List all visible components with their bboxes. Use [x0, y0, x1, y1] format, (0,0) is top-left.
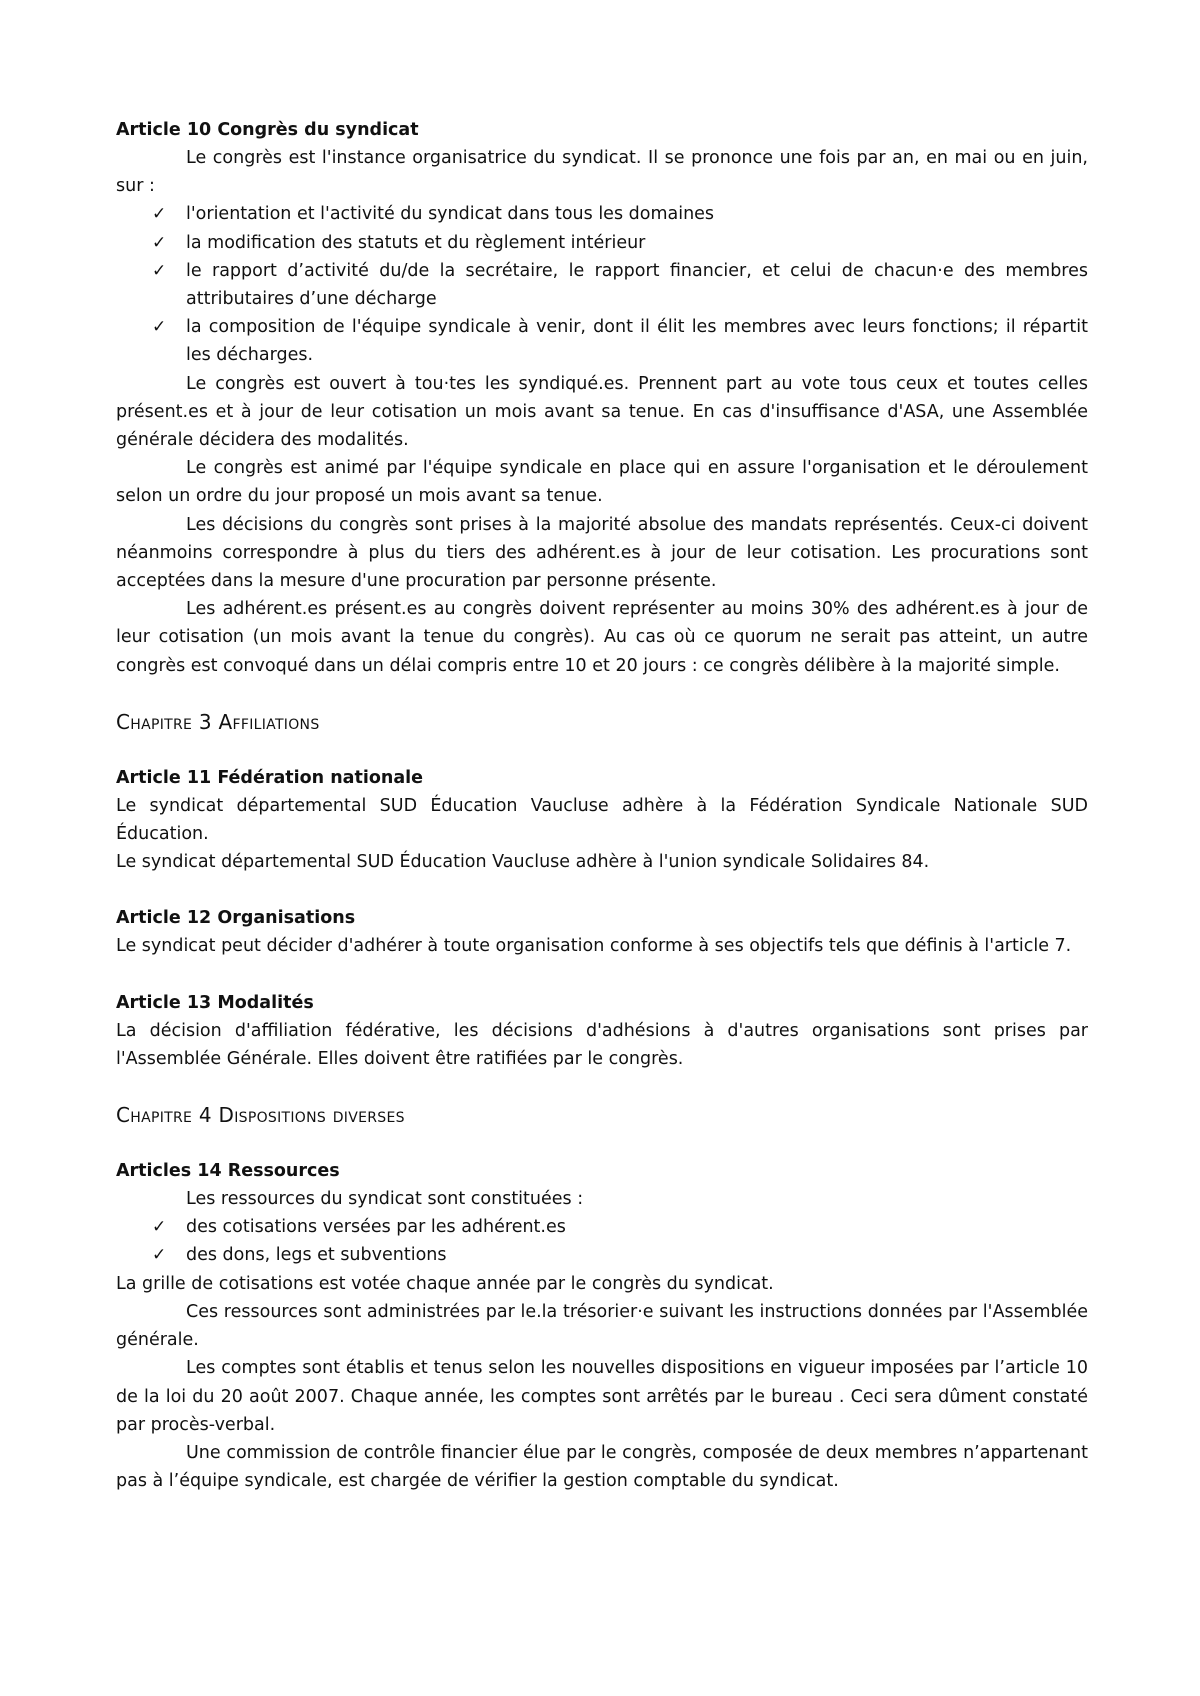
chapter-4-heading: Chapitre 4 Dispositions diverses: [116, 1103, 405, 1128]
article-10-intro: Le congrès est l'instance organisatrice du syndicat. Il se prononce une fois par an, en mai ou en juin, sur :: [116, 148, 1088, 197]
article-12-paragraph: Le syndicat peut décider d'adhérer à toute organisation conforme à ses objectifs tels que définis à l'article 7.: [116, 936, 1072, 957]
article-14-paragraph: Ces ressources sont administrées par le.la trésorier·e suivant les instructions données par l'Assemblée générale.: [116, 1301, 1088, 1351]
list-item: ✓ la modification des statuts et du règlement intérieur: [116, 229, 1088, 257]
article-10-title: Article 10 Congrès du syndicat: [116, 120, 419, 140]
article-10-list: [116, 200, 1088, 369]
article-10-paragraph: Le congrès est ouvert à tou·tes les syndiqué.es. Prennent part au vote tous ceux et toutes celles présent.es et à jour de leur cotisation un mois avant sa tenue. En cas d'insuffisance d'ASA, une Assemblée générale décidera des modalités.: [116, 373, 1088, 451]
article-14-paragraph: Une commission de contrôle financier élue par le congrès, composée de deux membres n’appartenant pas à l’équipe syndicale, est chargée de vérifier la gestion comptable du syndicat.: [116, 1442, 1088, 1492]
article-13: [116, 989, 1088, 1073]
spacer: [116, 876, 1088, 904]
article-14-paragraph: La grille de cotisations est votée chaque année par le congrès du syndicat.: [116, 1273, 774, 1294]
article-10-paragraph: Les adhérent.es présent.es au congrès doivent représenter au moins 30% des adhérent.es à jour de leur cotisation (un mois avant la tenue du congrès). Au cas où ce quorum ne serait pas atteint, un autre congrès est convoqué dans un délai compris entre 10 et 20 jours : ce congrès délibère à la majorité simple.: [116, 599, 1088, 676]
article-10: [116, 116, 1088, 680]
article-11-paragraph: Le syndicat départemental SUD Éducation Vaucluse adhère à l'union syndicale Solidaires 84.: [116, 852, 930, 873]
article-14-title: Articles 14 Ressources: [116, 1161, 340, 1182]
article-13-title: Article 13 Modalités: [116, 992, 314, 1013]
article-11: [116, 764, 1088, 877]
check-icon: ✓: [152, 1245, 167, 1266]
check-icon: ✓: [152, 232, 167, 253]
check-icon: ✓: [152, 1217, 167, 1238]
article-14-list: [116, 1213, 1088, 1269]
check-icon: ✓: [152, 204, 167, 225]
article-10-paragraph: Les décisions du congrès sont prises à la majorité absolue des mandats représentés. Ceux-ci doivent néanmoins correspondre à plus du tiers des adhérent.es à jour de leur cotisation. Les procurations sont acceptées dans la mesure d'une procuration par personne présente.: [116, 514, 1088, 592]
list-item: ✓ des cotisations versées par les adhérent.es: [116, 1213, 1088, 1241]
article-12-title: Article 12 Organisations: [116, 908, 356, 929]
check-icon: ✓: [152, 260, 167, 281]
list-item: ✓ la composition de l'équipe syndicale à venir, dont il élit les membres avec leurs fonctions; il répartit les décharges.: [116, 313, 1088, 369]
spacer: [116, 961, 1088, 989]
article-14: [116, 1157, 1088, 1495]
article-12: [116, 904, 1088, 960]
article-10-paragraph: Le congrès est animé par l'équipe syndicale en place qui en assure l'organisation et le déroulement selon un ordre du jour proposé un mois avant sa tenue.: [116, 458, 1088, 507]
list-item: ✓ le rapport d’activité du/de la secrétaire, le rapport financier, et celui de chacun·e des membres attributaires d’une décharge: [116, 257, 1088, 313]
article-14-paragraph: Les comptes sont établis et tenus selon les nouvelles dispositions en vigueur imposées par l’article 10 de la loi du 20 août 2007. Chaque année, les comptes sont arrêtés par le bureau . Ceci sera dûment constaté par procès-verbal.: [116, 1358, 1088, 1435]
article-11-paragraph: Le syndicat départemental SUD Éducation Vaucluse adhère à la Fédération Syndicale Nationale SUD Éducation.: [116, 795, 1088, 845]
chapter-3-heading: Chapitre 3 Affiliations: [116, 709, 320, 734]
article-13-paragraph: La décision d'affiliation fédérative, les décisions d'adhésions à d'autres organisations sont prises par l'Assemblée Générale. Elles doivent être ratifiées par le congrès.: [116, 1020, 1088, 1069]
check-icon: ✓: [152, 317, 167, 338]
article-11-title: Article 11 Fédération nationale: [116, 767, 423, 788]
article-14-intro: Les ressources du syndicat sont constituées :: [186, 1189, 584, 1210]
list-item: ✓ l'orientation et l'activité du syndicat dans tous les domaines: [116, 200, 1088, 228]
list-item: ✓ des dons, legs et subventions: [116, 1241, 1088, 1269]
